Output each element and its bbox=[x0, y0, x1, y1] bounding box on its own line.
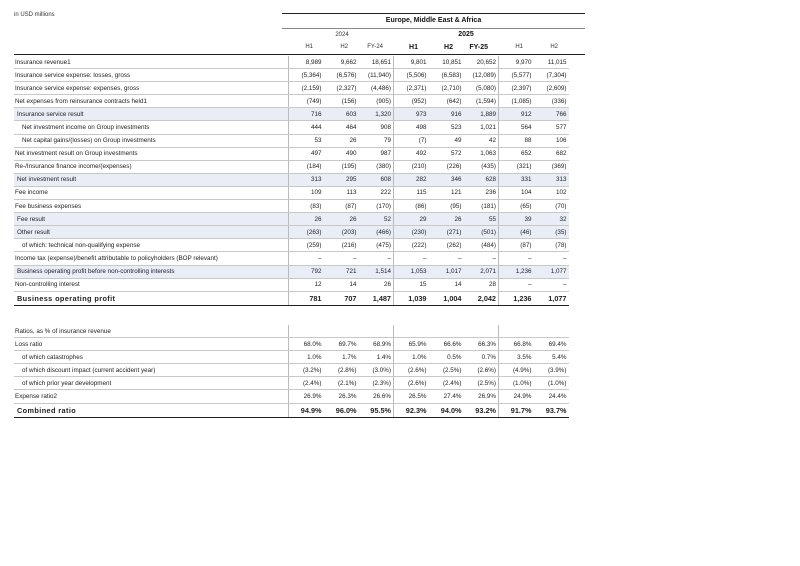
cell-value: (1.0%) bbox=[499, 377, 534, 390]
cell-value: 523 bbox=[429, 121, 464, 134]
cell-value: (3.0%) bbox=[359, 364, 394, 377]
cell-value: 781 bbox=[289, 291, 324, 305]
cell-value: (369) bbox=[534, 160, 569, 173]
cell-value: 3.5% bbox=[499, 351, 534, 364]
cell-value: (226) bbox=[429, 160, 464, 173]
cell-value: (475) bbox=[359, 239, 394, 252]
cell-value: 1,487 bbox=[359, 291, 394, 305]
cell-value: (7) bbox=[394, 134, 429, 147]
cell-value: 115 bbox=[394, 186, 429, 199]
table-row bbox=[14, 108, 569, 121]
cell-value: 39 bbox=[499, 213, 534, 226]
cell-value: (83) bbox=[289, 200, 324, 213]
row-label: Business operating profit bbox=[14, 291, 289, 305]
row-label: Loss ratio bbox=[14, 338, 289, 351]
cell-value: (181) bbox=[464, 200, 499, 213]
cell-value: 106 bbox=[534, 134, 569, 147]
cell-value: 682 bbox=[534, 147, 569, 160]
row-label: of which discount impact (current accident year) bbox=[14, 364, 289, 377]
cell-value: 313 bbox=[534, 173, 569, 186]
cell-value: 0.7% bbox=[464, 351, 499, 364]
table-row bbox=[14, 173, 569, 186]
row-label: Insurance service result bbox=[14, 108, 289, 121]
cell-value: 2,042 bbox=[464, 291, 499, 305]
cell-value: 331 bbox=[499, 173, 534, 186]
table-row bbox=[14, 82, 569, 95]
cell-value: 721 bbox=[324, 265, 359, 278]
cell-value: 908 bbox=[359, 121, 394, 134]
column-header-4: H1 bbox=[409, 44, 418, 51]
cell-value: 104 bbox=[499, 186, 534, 199]
table-row bbox=[14, 390, 569, 403]
cell-value: 91.7% bbox=[499, 403, 534, 417]
cell-value: – bbox=[289, 252, 324, 265]
cell-value: – bbox=[429, 252, 464, 265]
cell-value: 716 bbox=[289, 108, 324, 121]
cell-value: 707 bbox=[324, 291, 359, 305]
cell-value: 1.0% bbox=[394, 351, 429, 364]
cell-value: 1,889 bbox=[464, 108, 499, 121]
cell-value: 1,021 bbox=[464, 121, 499, 134]
row-label: Business operating profit before non-controlling interests bbox=[14, 265, 289, 278]
cell-value: 608 bbox=[359, 173, 394, 186]
table-row bbox=[14, 252, 569, 265]
cell-value: (435) bbox=[464, 160, 499, 173]
cell-value: (230) bbox=[394, 226, 429, 239]
financial-table bbox=[14, 56, 569, 306]
table-row bbox=[14, 239, 569, 252]
year-2024-label: 2024 bbox=[335, 32, 349, 38]
cell-value: 26.9% bbox=[464, 390, 499, 403]
cell-value: 79 bbox=[359, 134, 394, 147]
cell-value bbox=[534, 325, 569, 338]
table-row bbox=[14, 338, 569, 351]
row-label: Ratios, as % of insurance revenue bbox=[14, 325, 289, 338]
cell-value: 27.4% bbox=[429, 390, 464, 403]
cell-value: (12,089) bbox=[464, 69, 499, 82]
cell-value: 55 bbox=[464, 213, 499, 226]
cell-value: (262) bbox=[429, 239, 464, 252]
cell-value: 564 bbox=[499, 121, 534, 134]
table-row bbox=[14, 147, 569, 160]
cell-value: 24.9% bbox=[499, 390, 534, 403]
cell-value: (2.8%) bbox=[324, 364, 359, 377]
cell-value: (35) bbox=[534, 226, 569, 239]
cell-value: 2,071 bbox=[464, 265, 499, 278]
cell-value: 42 bbox=[464, 134, 499, 147]
cell-value: (2,609) bbox=[534, 82, 569, 95]
cell-value: 9,970 bbox=[499, 56, 534, 69]
cell-value: (749) bbox=[289, 95, 324, 108]
cell-value: (203) bbox=[324, 226, 359, 239]
table-row bbox=[14, 95, 569, 108]
table-row bbox=[14, 364, 569, 377]
cell-value bbox=[359, 325, 394, 338]
cell-value: 68.0% bbox=[289, 338, 324, 351]
cell-value: 53 bbox=[289, 134, 324, 147]
region-rule bbox=[282, 28, 585, 29]
row-label: of which catastrophes bbox=[14, 351, 289, 364]
cell-value: 102 bbox=[534, 186, 569, 199]
column-header-8: H2 bbox=[550, 44, 558, 50]
cell-value: 96.0% bbox=[324, 403, 359, 417]
cell-value: (1.0%) bbox=[534, 377, 569, 390]
column-header-7: H1 bbox=[515, 44, 523, 50]
cell-value: (2.5%) bbox=[464, 377, 499, 390]
cell-value: – bbox=[464, 252, 499, 265]
cell-value: (5,080) bbox=[464, 82, 499, 95]
row-label: Expense ratio2 bbox=[14, 390, 289, 403]
cell-value: 28 bbox=[464, 278, 499, 291]
cell-value: (195) bbox=[324, 160, 359, 173]
cell-value: 792 bbox=[289, 265, 324, 278]
cell-value: 69.4% bbox=[534, 338, 569, 351]
cell-value: 26 bbox=[359, 278, 394, 291]
cell-value: 497 bbox=[289, 147, 324, 160]
cell-value: (2.6%) bbox=[394, 364, 429, 377]
cell-value: 65.9% bbox=[394, 338, 429, 351]
cell-value: 14 bbox=[429, 278, 464, 291]
cell-value: 572 bbox=[429, 147, 464, 160]
cell-value: (642) bbox=[429, 95, 464, 108]
table-row bbox=[14, 291, 569, 305]
cell-value: 8,989 bbox=[289, 56, 324, 69]
row-label: Net expenses from reinsurance contracts held1 bbox=[14, 95, 289, 108]
cell-value bbox=[394, 325, 429, 338]
cell-value: (2.1%) bbox=[324, 377, 359, 390]
row-label: Combined ratio bbox=[14, 403, 289, 417]
row-label: Net investment result on Group investments bbox=[14, 147, 289, 160]
cell-value: 987 bbox=[359, 147, 394, 160]
cell-value: 1,514 bbox=[359, 265, 394, 278]
column-header-5: H2 bbox=[444, 44, 453, 51]
cell-value: – bbox=[359, 252, 394, 265]
cell-value: 32 bbox=[534, 213, 569, 226]
cell-value: (2,397) bbox=[499, 82, 534, 95]
cell-value: (70) bbox=[534, 200, 569, 213]
cell-value: (952) bbox=[394, 95, 429, 108]
table-row bbox=[14, 200, 569, 213]
cell-value: (11,940) bbox=[359, 69, 394, 82]
cell-value: (271) bbox=[429, 226, 464, 239]
cell-value: 1,236 bbox=[499, 265, 534, 278]
cell-value bbox=[499, 325, 534, 338]
cell-value: 1,063 bbox=[464, 147, 499, 160]
row-label: Fee business expenses bbox=[14, 200, 289, 213]
cell-value: 1,077 bbox=[534, 265, 569, 278]
cell-value: (222) bbox=[394, 239, 429, 252]
table-row bbox=[14, 351, 569, 364]
cell-value: (7,304) bbox=[534, 69, 569, 82]
cell-value: (6,576) bbox=[324, 69, 359, 82]
row-label: Fee income bbox=[14, 186, 289, 199]
cell-value: 9,801 bbox=[394, 56, 429, 69]
cell-value: (5,364) bbox=[289, 69, 324, 82]
cell-value: (2.5%) bbox=[429, 364, 464, 377]
cell-value: 1,320 bbox=[359, 108, 394, 121]
table-row bbox=[14, 325, 569, 338]
column-header-rule bbox=[14, 54, 585, 55]
column-header-6: FY-25 bbox=[469, 44, 488, 51]
cell-value: – bbox=[499, 252, 534, 265]
cell-value: 26.3% bbox=[324, 390, 359, 403]
cell-value: 66.3% bbox=[464, 338, 499, 351]
cell-value: 9,662 bbox=[324, 56, 359, 69]
table-row bbox=[14, 377, 569, 390]
table-row bbox=[14, 265, 569, 278]
cell-value: (263) bbox=[289, 226, 324, 239]
cell-value: 0.5% bbox=[429, 351, 464, 364]
cell-value: (2.4%) bbox=[289, 377, 324, 390]
cell-value: (216) bbox=[324, 239, 359, 252]
cell-value: (2.6%) bbox=[394, 377, 429, 390]
cell-value: – bbox=[394, 252, 429, 265]
cell-value: 93.2% bbox=[464, 403, 499, 417]
cell-value: 14 bbox=[324, 278, 359, 291]
cell-value: – bbox=[534, 252, 569, 265]
cell-value: (5,577) bbox=[499, 69, 534, 82]
cell-value: 52 bbox=[359, 213, 394, 226]
cell-value bbox=[324, 325, 359, 338]
row-label: Non-controlling interest bbox=[14, 278, 289, 291]
ratios-table bbox=[14, 325, 569, 418]
cell-value: 29 bbox=[394, 213, 429, 226]
table-row bbox=[14, 134, 569, 147]
cell-value: 313 bbox=[289, 173, 324, 186]
cell-value: (484) bbox=[464, 239, 499, 252]
cell-value: 68.9% bbox=[359, 338, 394, 351]
cell-value: (46) bbox=[499, 226, 534, 239]
cell-value bbox=[464, 325, 499, 338]
cell-value: (2,710) bbox=[429, 82, 464, 95]
cell-value: – bbox=[324, 252, 359, 265]
cell-value: (184) bbox=[289, 160, 324, 173]
table-row bbox=[14, 186, 569, 199]
cell-value: (4,486) bbox=[359, 82, 394, 95]
cell-value: 49 bbox=[429, 134, 464, 147]
cell-value: 26.9% bbox=[289, 390, 324, 403]
table-row bbox=[14, 69, 569, 82]
cell-value: 15 bbox=[394, 278, 429, 291]
row-label: of which prior year development bbox=[14, 377, 289, 390]
cell-value: 295 bbox=[324, 173, 359, 186]
cell-value: 26.6% bbox=[359, 390, 394, 403]
cell-value: 113 bbox=[324, 186, 359, 199]
cell-value: 26 bbox=[289, 213, 324, 226]
cell-value: 498 bbox=[394, 121, 429, 134]
cell-value: (170) bbox=[359, 200, 394, 213]
cell-value: 94.0% bbox=[429, 403, 464, 417]
cell-value: (2.6%) bbox=[464, 364, 499, 377]
cell-value: 652 bbox=[499, 147, 534, 160]
cell-value: (210) bbox=[394, 160, 429, 173]
cell-value: (2.4%) bbox=[429, 377, 464, 390]
cell-value: 69.7% bbox=[324, 338, 359, 351]
table-row bbox=[14, 403, 569, 417]
cell-value: 94.9% bbox=[289, 403, 324, 417]
cell-value: (336) bbox=[534, 95, 569, 108]
cell-value: 912 bbox=[499, 108, 534, 121]
cell-value: 444 bbox=[289, 121, 324, 134]
cell-value: (501) bbox=[464, 226, 499, 239]
cell-value: 20,652 bbox=[464, 56, 499, 69]
cell-value: 1,004 bbox=[429, 291, 464, 305]
cell-value: – bbox=[499, 278, 534, 291]
cell-value: 236 bbox=[464, 186, 499, 199]
cell-value: (380) bbox=[359, 160, 394, 173]
cell-value: 109 bbox=[289, 186, 324, 199]
cell-value: 24.4% bbox=[534, 390, 569, 403]
row-label: Other result bbox=[14, 226, 289, 239]
cell-value: 1.4% bbox=[359, 351, 394, 364]
cell-value: 1,077 bbox=[534, 291, 569, 305]
cell-value: 66.8% bbox=[499, 338, 534, 351]
column-header-2: H2 bbox=[340, 44, 348, 50]
cell-value: 26 bbox=[324, 134, 359, 147]
table-row bbox=[14, 213, 569, 226]
row-label: Net capital gains/(losses) on Group investments bbox=[14, 134, 289, 147]
row-label: Net investment result bbox=[14, 173, 289, 186]
cell-value: 1.0% bbox=[289, 351, 324, 364]
cell-value: (87) bbox=[324, 200, 359, 213]
cell-value: (3.9%) bbox=[534, 364, 569, 377]
cell-value: 1,053 bbox=[394, 265, 429, 278]
column-header-1: H1 bbox=[305, 44, 313, 50]
table-row bbox=[14, 278, 569, 291]
cell-value: 26 bbox=[429, 213, 464, 226]
cell-value: (95) bbox=[429, 200, 464, 213]
cell-value: 916 bbox=[429, 108, 464, 121]
cell-value: 464 bbox=[324, 121, 359, 134]
year-2025-label: 2025 bbox=[458, 31, 474, 38]
cell-value: (466) bbox=[359, 226, 394, 239]
cell-value: 603 bbox=[324, 108, 359, 121]
cell-value: (87) bbox=[499, 239, 534, 252]
unit-label: in USD millions bbox=[14, 12, 55, 18]
cell-value: 1.7% bbox=[324, 351, 359, 364]
table-row bbox=[14, 121, 569, 134]
cell-value: (2.3%) bbox=[359, 377, 394, 390]
cell-value: 222 bbox=[359, 186, 394, 199]
region-title: Europe, Middle East & Africa bbox=[385, 17, 482, 24]
cell-value: (2,371) bbox=[394, 82, 429, 95]
cell-value: 346 bbox=[429, 173, 464, 186]
cell-value: (321) bbox=[499, 160, 534, 173]
cell-value: – bbox=[534, 278, 569, 291]
cell-value: (1,594) bbox=[464, 95, 499, 108]
cell-value: (3.2%) bbox=[289, 364, 324, 377]
row-label: Income tax (expense)/benefit attributable to policyholders (BOP relevant) bbox=[14, 252, 289, 265]
row-label: Fee result bbox=[14, 213, 289, 226]
row-label: Insurance service expense: losses, gross bbox=[14, 69, 289, 82]
cell-value: 766 bbox=[534, 108, 569, 121]
cell-value: (65) bbox=[499, 200, 534, 213]
cell-value: (2,327) bbox=[324, 82, 359, 95]
row-label: Insurance revenue1 bbox=[14, 56, 289, 69]
cell-value: (156) bbox=[324, 95, 359, 108]
cell-value: 973 bbox=[394, 108, 429, 121]
cell-value: (1,085) bbox=[499, 95, 534, 108]
cell-value: 26 bbox=[324, 213, 359, 226]
cell-value: 26.5% bbox=[394, 390, 429, 403]
row-label: of which: technical non-qualifying expense bbox=[14, 239, 289, 252]
cell-value: 121 bbox=[429, 186, 464, 199]
cell-value: (259) bbox=[289, 239, 324, 252]
cell-value: 11,015 bbox=[534, 56, 569, 69]
cell-value: (86) bbox=[394, 200, 429, 213]
cell-value: 628 bbox=[464, 173, 499, 186]
cell-value: 92.3% bbox=[394, 403, 429, 417]
cell-value: (5,506) bbox=[394, 69, 429, 82]
column-header-3: FY-24 bbox=[367, 44, 383, 50]
row-label: Re-/Insurance finance income/(expenses) bbox=[14, 160, 289, 173]
table-row bbox=[14, 56, 569, 69]
cell-value bbox=[289, 325, 324, 338]
cell-value: 1,236 bbox=[499, 291, 534, 305]
cell-value: 66.6% bbox=[429, 338, 464, 351]
row-label: Insurance service expense: expenses, gross bbox=[14, 82, 289, 95]
cell-value: 492 bbox=[394, 147, 429, 160]
cell-value: 577 bbox=[534, 121, 569, 134]
header-top-rule bbox=[282, 13, 585, 14]
cell-value: (4.9%) bbox=[499, 364, 534, 377]
table-row bbox=[14, 226, 569, 239]
cell-value: 282 bbox=[394, 173, 429, 186]
cell-value: (905) bbox=[359, 95, 394, 108]
cell-value bbox=[429, 325, 464, 338]
cell-value: 18,651 bbox=[359, 56, 394, 69]
cell-value: (2,159) bbox=[289, 82, 324, 95]
cell-value: 88 bbox=[499, 134, 534, 147]
cell-value: (6,583) bbox=[429, 69, 464, 82]
cell-value: 93.7% bbox=[534, 403, 569, 417]
cell-value: 490 bbox=[324, 147, 359, 160]
cell-value: 12 bbox=[289, 278, 324, 291]
table-row bbox=[14, 160, 569, 173]
cell-value: 10,851 bbox=[429, 56, 464, 69]
cell-value: 1,039 bbox=[394, 291, 429, 305]
row-label: Net investment income on Group investments bbox=[14, 121, 289, 134]
cell-value: 5.4% bbox=[534, 351, 569, 364]
cell-value: 1,017 bbox=[429, 265, 464, 278]
cell-value: 95.5% bbox=[359, 403, 394, 417]
cell-value: (78) bbox=[534, 239, 569, 252]
